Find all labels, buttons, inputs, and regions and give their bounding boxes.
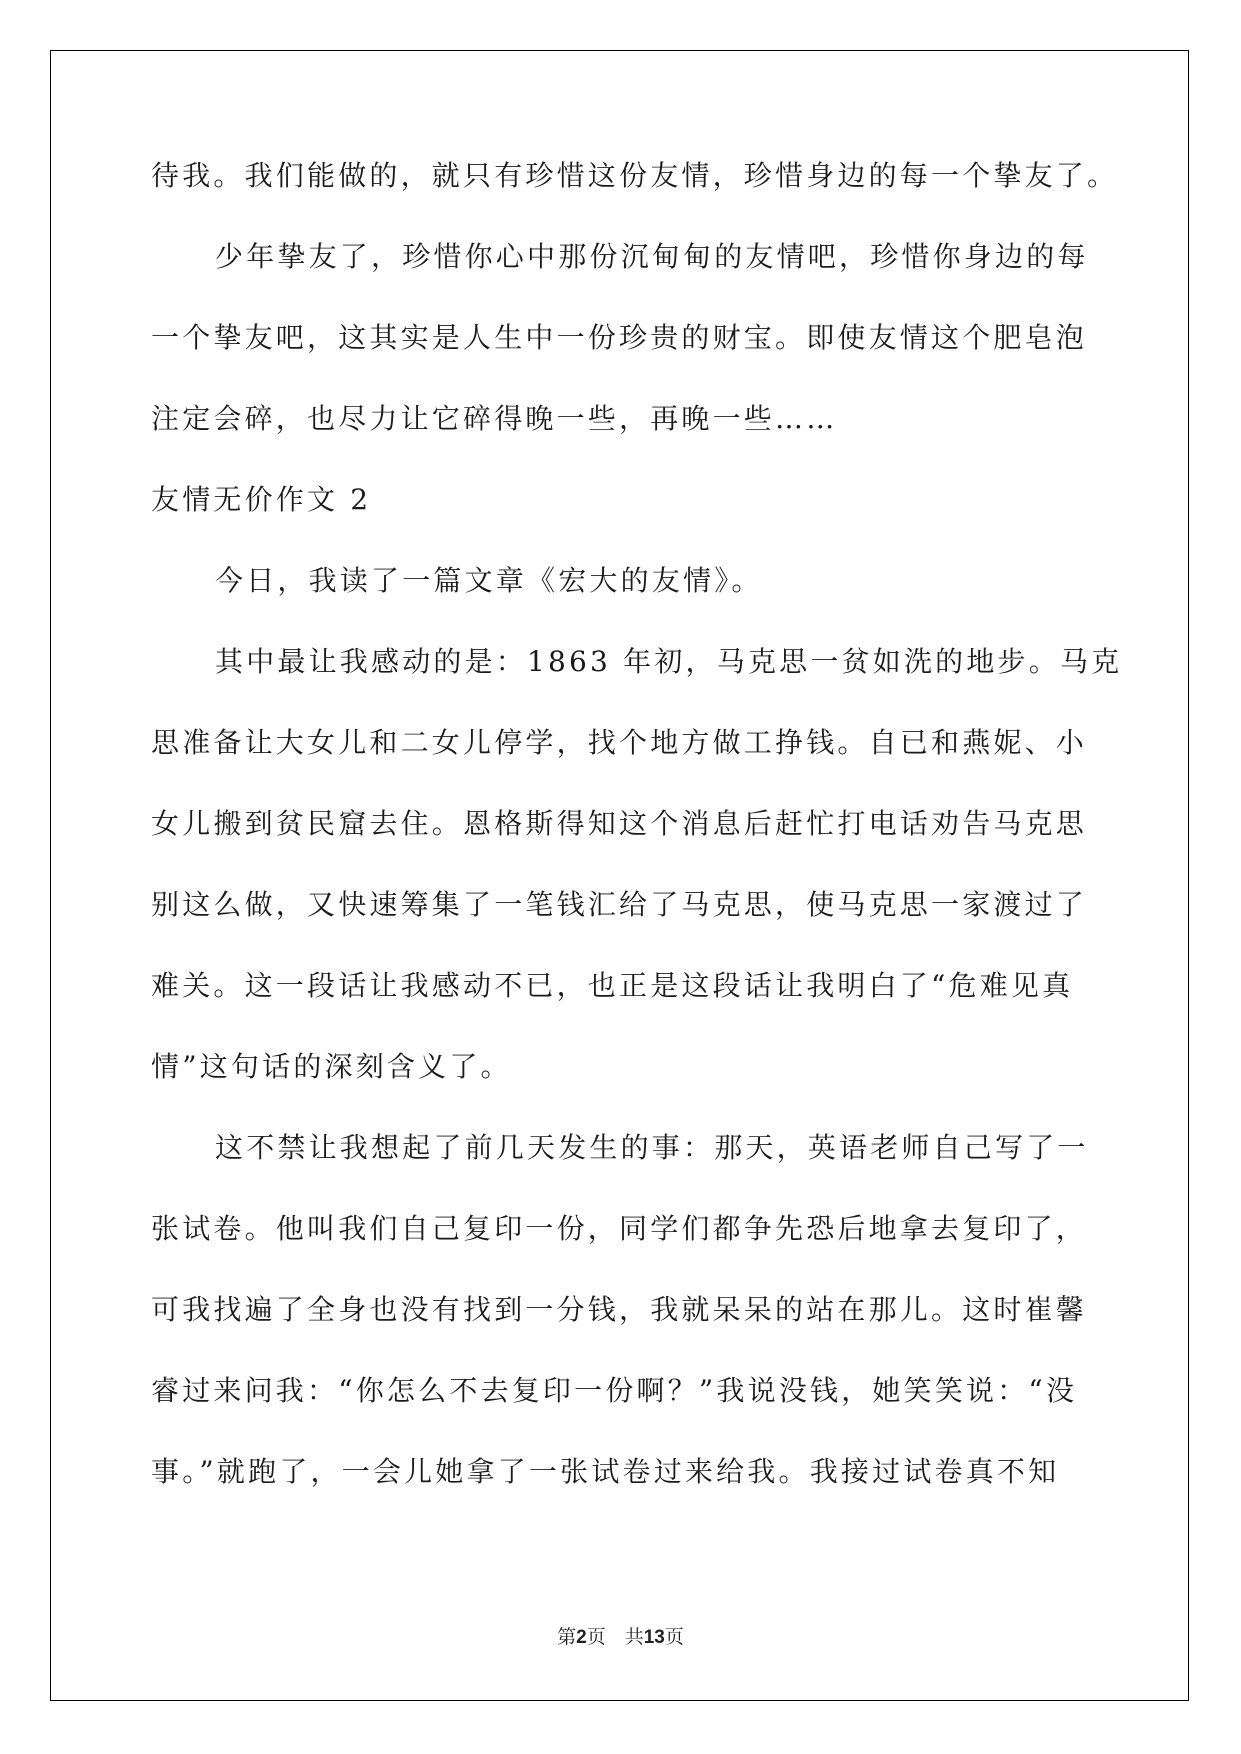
text-line: 思准备让大女儿和二女儿停学，找个地方做工挣钱。自已和燕妮、小 <box>151 726 1088 759</box>
text-line: 别这么做，又快速筹集了一笔钱汇给了马克思，使马克思一家渡过了 <box>151 888 1088 921</box>
text-line: 这不禁让我想起了前几天发生的事：那天，英语老师自己写了一 <box>215 1131 1089 1164</box>
page-prefix: 第 <box>557 1626 577 1648</box>
page-suffix: 页 <box>664 1626 684 1648</box>
text-line: 张试卷。他叫我们自己复印一份，同学们都争先恐后地拿去复印了， <box>151 1212 1088 1245</box>
text-line: 注定会碎，也尽力让它碎得晚一些，再晚一些…… <box>151 402 838 435</box>
text-line: 今日，我读了一篇文章《宏大的友情》。 <box>215 564 763 597</box>
text-line: 睿过来问我：“你怎么不去复印一份啊？”我说没钱，她笑笑说：“没 <box>151 1374 1078 1407</box>
section-heading: 友情无价作文 2 <box>151 483 372 516</box>
document-body <box>151 154 1123 1531</box>
text-line: 事。”就跑了，一会儿她拿了一张试卷过来给我。我接过试卷真不知 <box>151 1455 1060 1488</box>
text-line: 可我找遍了全身也没有找到一分钱，我就呆呆的站在那儿。这时崔馨 <box>151 1293 1088 1326</box>
text-line: 女儿搬到贫民窟去住。恩格斯得知这个消息后赶忙打电话劝告马克思 <box>151 807 1088 840</box>
page-current: 2 <box>576 1627 587 1648</box>
text-line: 难关。这一段话让我感动不已，也正是这段话让我明白了“危难见真 <box>151 969 1074 1002</box>
text-line: 少年挚友了，珍惜你心中那份沉甸甸的友情吧，珍惜你身边的每 <box>215 240 1089 273</box>
text-line: 情”这句话的深刻含义了。 <box>151 1050 512 1083</box>
text-line: 其中最让我感动的是：1863 年初，马克思一贫如洗的地步。马克 <box>215 645 1123 678</box>
text-line: 一个挚友吧，这其实是人生中一份珍贵的财宝。即使友情这个肥皂泡 <box>151 321 1088 354</box>
page-total: 13 <box>643 1627 665 1648</box>
page-footer <box>0 1622 1241 1649</box>
page-mid: 页 共 <box>586 1626 644 1648</box>
text-line: 待我。我们能做的，就只有珍惜这份友情，珍惜身边的每一个挚友了。 <box>151 159 1119 192</box>
